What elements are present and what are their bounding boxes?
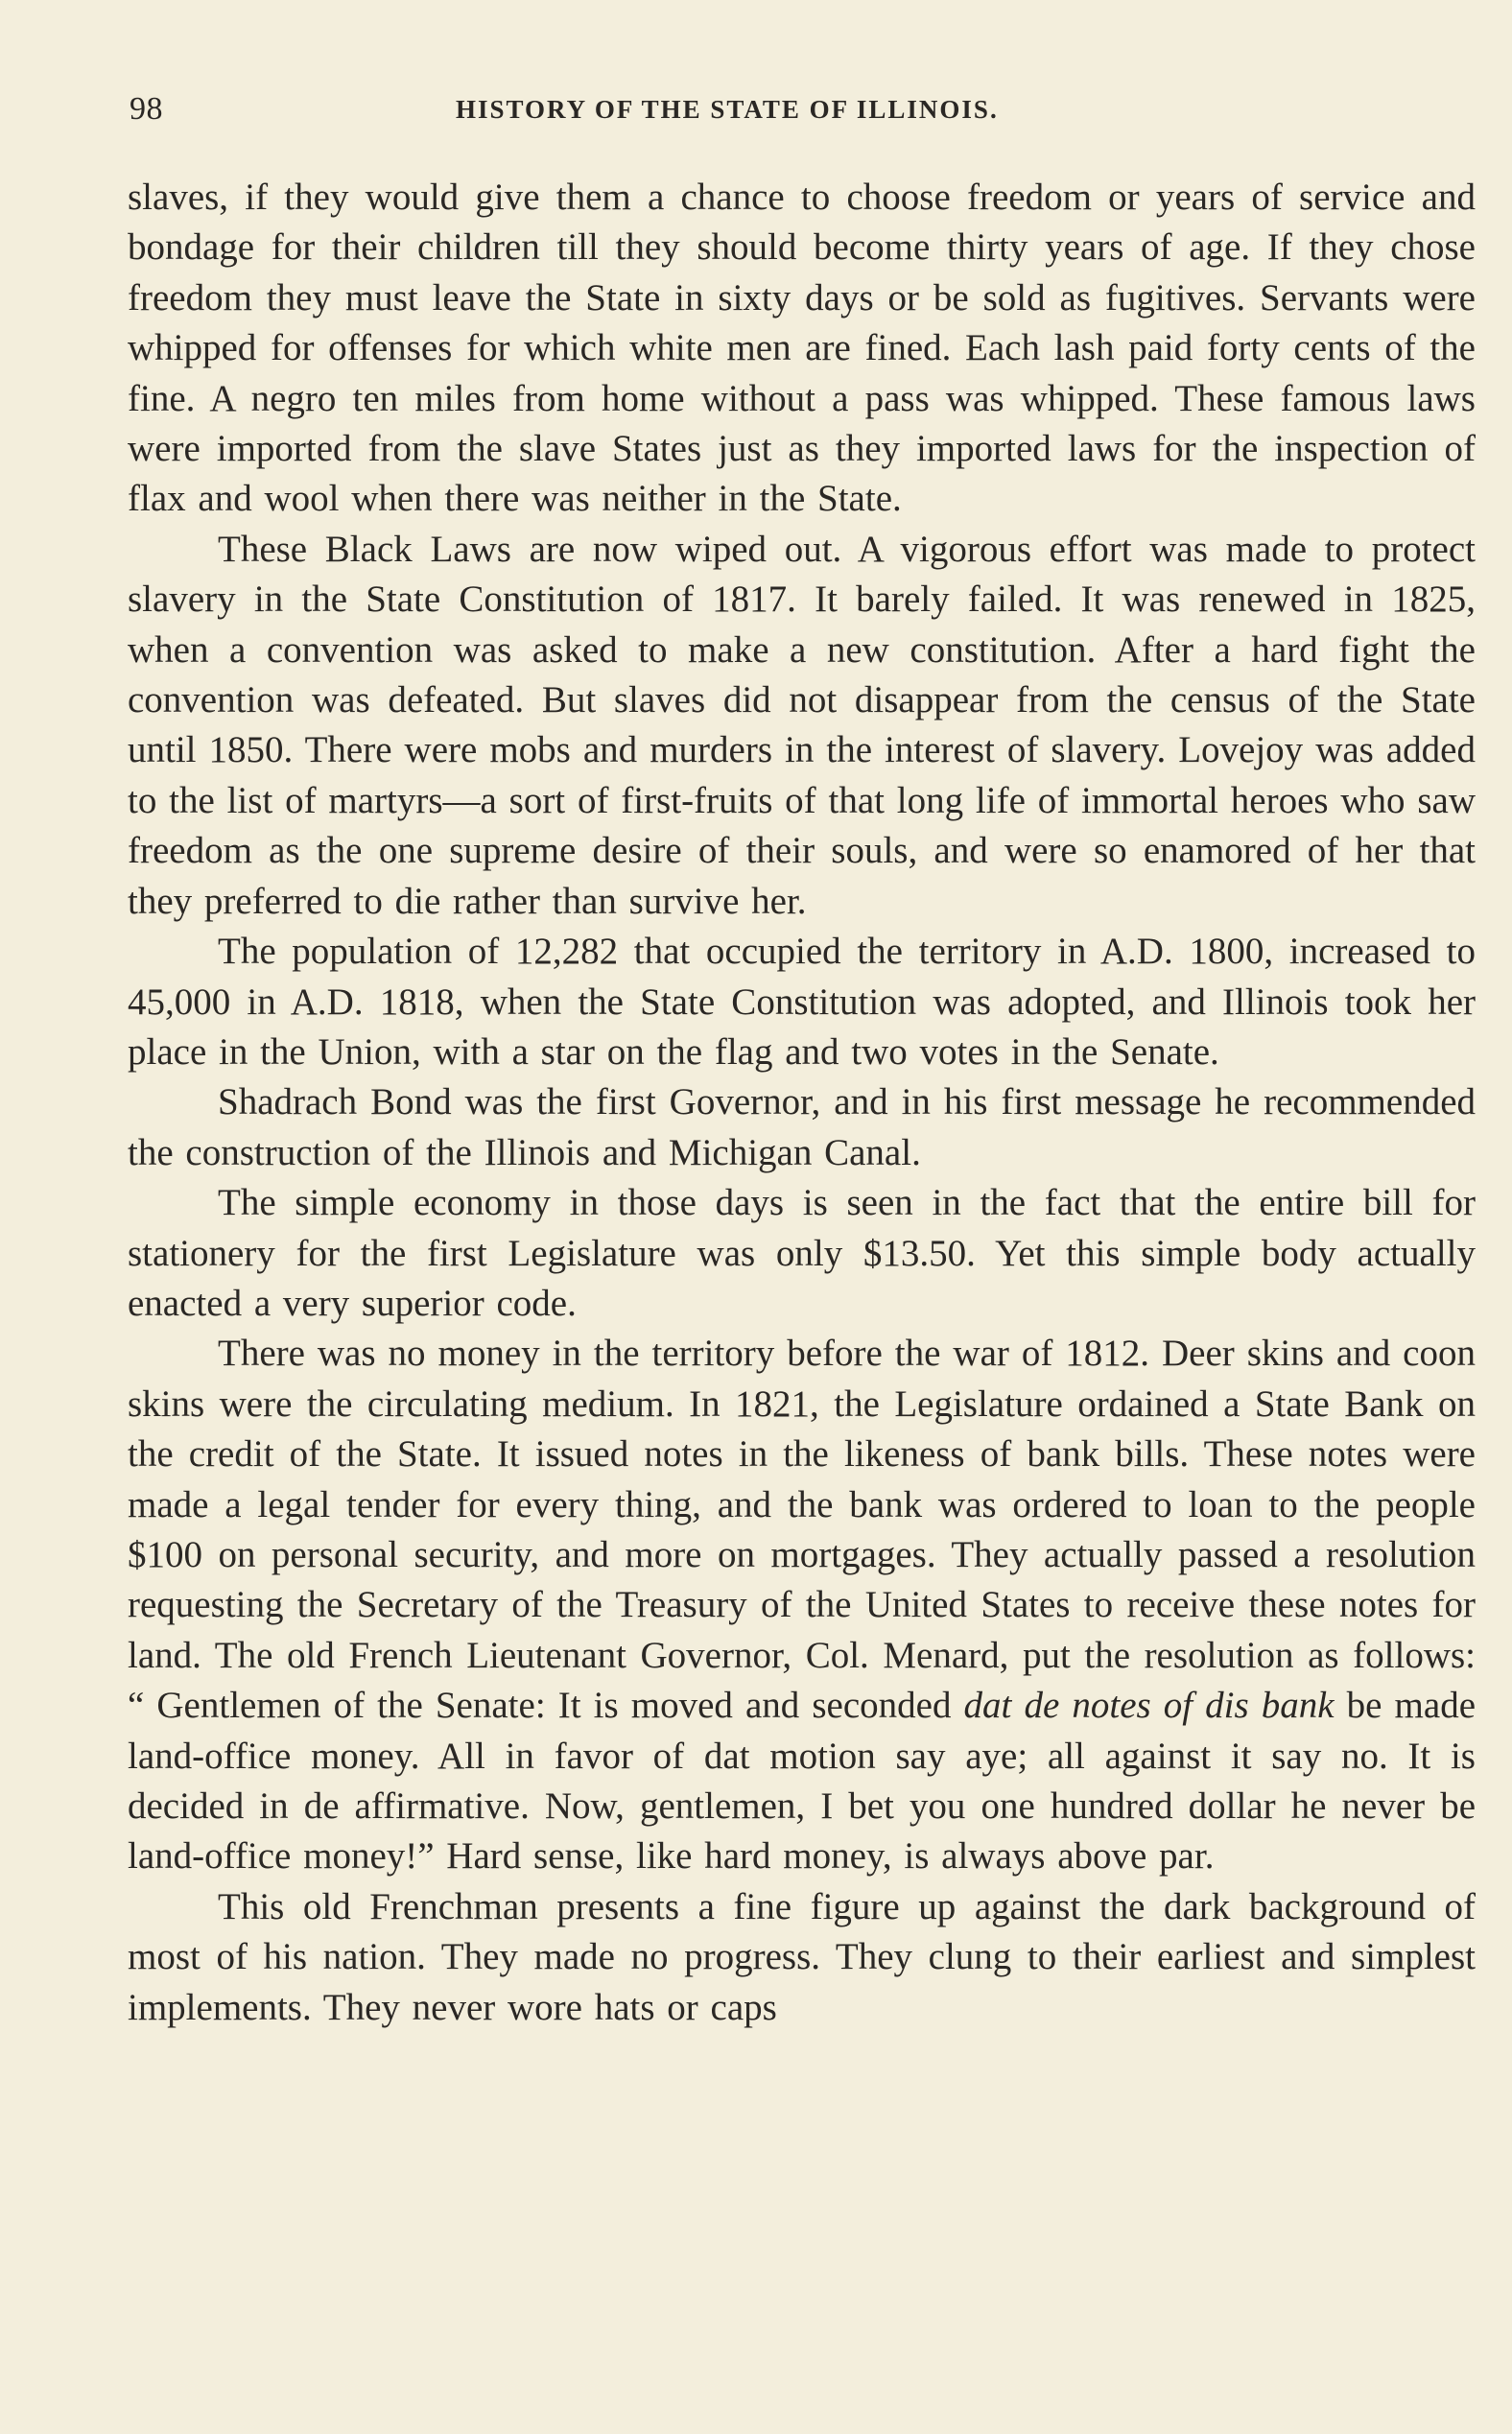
paragraph xyxy=(128,1329,1476,1881)
page-number: 98 xyxy=(130,91,163,127)
italic-quote: dat de notes of dis bank xyxy=(963,1685,1335,1727)
paragraph: The population of 12,282 that occupied the territory in A.D. 1800, increased to 45,000 in A.D. 1818, when the State Constitution was adopted, and Illinois took her place in the Union, with a star on the flag and two votes in the Senate. xyxy=(128,931,1476,1073)
paragraph-text: be made land-office money. All in favor of dat motion say aye; all against it say no. It is decided in de affirmative. Now, gentlemen, I bet you one hundred dollar he never be land-office money!” Hard sense, like hard money, is always above par. xyxy=(128,1685,1477,1878)
paragraph-text: There was no money in the territory before the war of 1812. Deer skins and coon skins were the circulating medium. In 1821, the Legislature ordained a State Bank on the credit of the State. It issued notes in the likeness of bank bills. These notes were made a legal tender for every thing, and the bank was ordered to loan to the people $100 on personal security, and more on mortgages. They actually passed a resolution requesting the Secretary of the Treasury of the United States to receive these notes for land. The old French Lieutenant Governor, Col. Menard, put the resolution as follows: “ Gentlemen of the Senate: It is moved and seconded xyxy=(128,1333,1476,1727)
page-header xyxy=(130,91,1473,130)
body-text xyxy=(128,173,1476,2033)
paragraph: These Black Laws are now wiped out. A vigorous effort was made to protect slavery in the State Constitution of 1817. It barely failed. It was renewed in 1825, when a convention was asked to make a new constitution. After a hard fight the convention was defeated. But slaves did not disappear from the census of the State until 1850. There were mobs and murders in the interest of slavery. Lovejoy was added to the list of martyrs—a sort of first-fruits of that long life of immortal heroes who saw freedom as the one supreme desire of their souls, and were so enamored of her that they preferred to die rather than survive her. xyxy=(128,528,1476,922)
paragraph: The simple economy in those days is seen in the fact that the entire bill for stationery for the first Legislature was only $13.50. Yet this simple body actually enacted a very superior code. xyxy=(128,1182,1476,1324)
running-title: HISTORY OF THE STATE OF ILLINOIS. xyxy=(456,95,999,124)
paragraph: This old Frenchman presents a fine figure up against the dark background of most of his nation. They made no progress. They clung to their earliest and simplest implements. They never wore hats or caps xyxy=(128,1885,1476,2028)
paragraph: Shadrach Bond was the first Governor, and in his first message he recommended the construction of the Illinois and Michigan Canal. xyxy=(128,1081,1476,1173)
paragraph: slaves, if they would give them a chance to choose freedom or years of service and bondage for their children till they should become thirty years of age. If they chose freedom they must leave the State in sixty days or be sold as fugitives. Servants were whipped for offenses for which white men are fined. Each lash paid forty cents of the fine. A negro ten miles from home without a pass was whipped. These famous laws were imported from the slave States just as they imported laws for the inspection of flax and wool when there was neither in the State. xyxy=(128,177,1476,520)
